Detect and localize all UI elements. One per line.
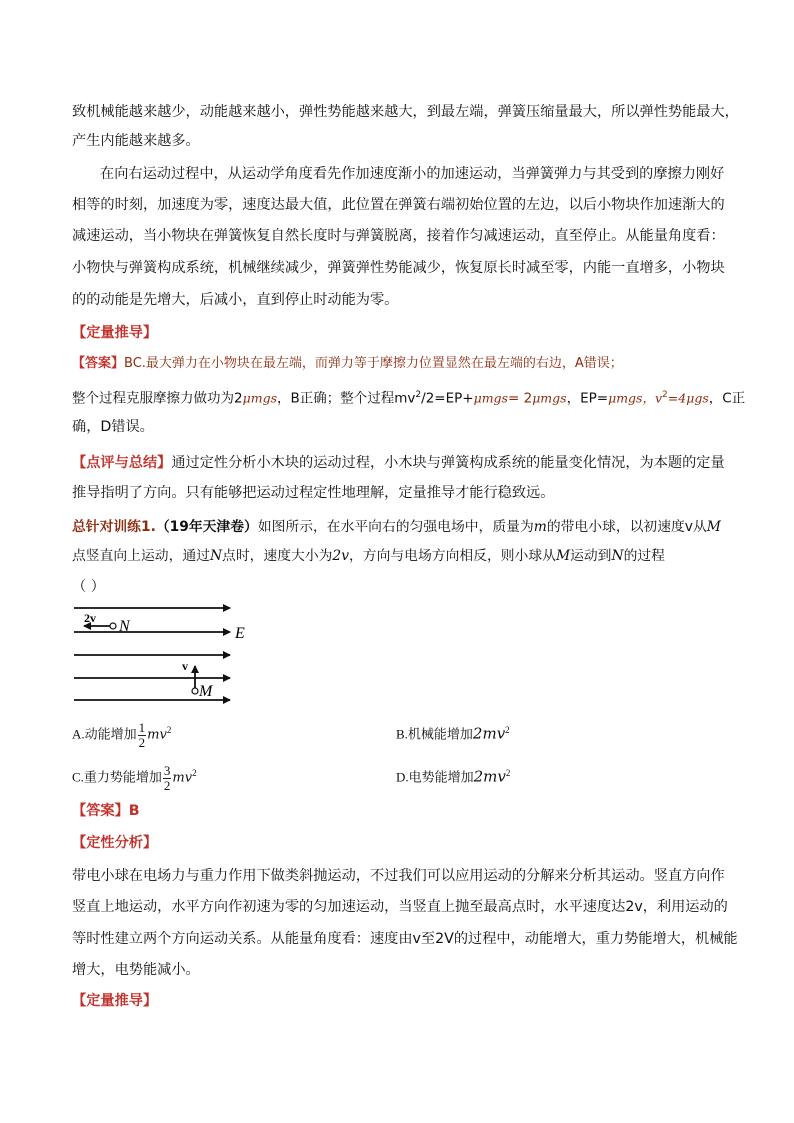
answer-text: BC.最大弹力在小物块在最左端，而弹力等于摩擦力位置显然在最左端的右边，A错误；: [124, 356, 623, 371]
section-heading-quantitative: 【定量推导】: [72, 993, 158, 1009]
analysis-line: 等时性建立两个方向运动关系。从能量角度看：速度由v至2V的过程中，动能增大，重力势能增大，机械能: [72, 931, 738, 947]
paragraph-line: 减速运动，当小物块在弹簧恢复自然长度时与弹簧脱离，接着作匀减速运动，直至停止。从能量角度看：: [72, 228, 725, 244]
answer-tag: 【答案】: [72, 356, 125, 371]
option-C[interactable]: C.重力势能增加 $\frac{3}{2}$ $mv^2$: [72, 762, 197, 793]
option-B[interactable]: B.机械能增加$2mv^2$: [396, 724, 510, 743]
paragraph-line: 致机械能越来越少，动能越来越小，弹性势能越来越大，到最左端，弹簧压缩量最大，所以弹性势能最大，: [72, 104, 739, 120]
section-heading-qualitative: 【定性分析】: [72, 835, 158, 851]
problem-line: 点竖直向上运动，通过N点时，速度大小为2v，方向与电场方向相反，则小球从M运动到N的过程: [72, 548, 665, 564]
problem-source: （19年天津卷）: [155, 519, 258, 535]
option-A[interactable]: A.动能增加 $\frac{1}{2}$ $mv^2$: [72, 719, 172, 750]
paragraph-line: 小物快与弹簧构成系统，机械继续减少，弹簧弹性势能减少，恢复原长时减至零，内能一直增多，小物块: [72, 260, 725, 276]
label-N: N: [119, 618, 130, 635]
answer-line: [72, 353, 722, 375]
derivation-line: 确，D错误。: [72, 419, 154, 435]
label-v: v: [182, 659, 188, 673]
answer-blank: （ ）: [72, 579, 105, 595]
label-E: E: [235, 625, 245, 642]
summary-line: 【点评与总结】通过定性分析小木块的运动过程，小木块与弹簧构成系统的能量变化情况，为本题的定量: [72, 455, 725, 471]
summary-tag: 【点评与总结】: [72, 455, 172, 471]
answer-tag: 【答案】: [72, 803, 129, 819]
derivation-line: 整个过程克服摩擦力做功为2μmgs，B正确；整个过程$mv^2/2=EP+\mu mgs= 2\mu mgs$，EP=μmgs，$v^2=4\mu gs$，C正: [72, 390, 746, 407]
answer-value: B: [128, 803, 140, 819]
electric-field-diagram: [72, 600, 262, 712]
analysis-line: 竖直上地运动，水平方向作初速为零的匀加速运动，当竖直上抛至最高点时，水平速度达2v，利用运动的: [72, 899, 728, 915]
point-N: [110, 623, 116, 629]
analysis-line: 带电小球在电场力与重力作用下做类斜抛运动，不过我们可以应用运动的分解来分析其运动。竖直方向作: [72, 868, 725, 884]
label-2v: 2v: [84, 611, 96, 625]
option-D[interactable]: D.电势能增加$2mv^2$: [396, 767, 511, 786]
fraction: $\frac{1}{2}$: [138, 719, 146, 750]
paragraph-line: 产生内能越来越多。: [72, 133, 200, 149]
answer-line: [72, 800, 722, 822]
label-M: M: [199, 683, 213, 700]
summary-line: 推导指明了方向。只有能够把运动过程定性地理解，定量推导才能行稳致远。: [72, 485, 555, 501]
problem-line: 总针对训练1.（19年天津卷）如图所示，在水平向右的匀强电场中，质量为m的带电小球，以初速度v从M: [72, 519, 721, 535]
paragraph-line: 相等的时刻，加速度为零，速度达最大值，此位置在弹簧右端初始位置的左边，以后小物块作加速渐大的: [72, 197, 725, 213]
paragraph-line: 在向右运动过程中，从运动学角度看先作加速度渐小的加速运动，当弹簧弹力与其受到的摩擦力刚好: [100, 166, 725, 182]
section-heading-quantitative: 【定量推导】: [72, 325, 158, 341]
fraction: $\frac{3}{2}$: [163, 762, 171, 793]
problem-label: 总针对训练1.: [72, 519, 156, 535]
point-M: [192, 688, 198, 694]
paragraph-line: 的的动能是先增大，后减小，直到停止时动能为零。: [72, 292, 399, 308]
analysis-line: 增大，电势能减小。: [72, 962, 200, 978]
